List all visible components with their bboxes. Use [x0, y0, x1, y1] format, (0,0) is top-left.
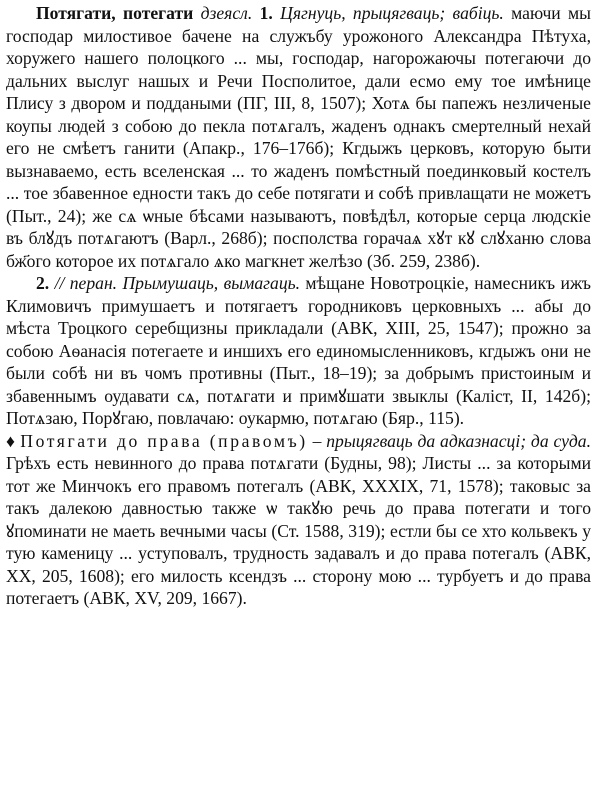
sense-definition-1: Цягнуць, прыцягваць; вабіць.: [280, 3, 504, 23]
diamond-icon: ♦: [6, 430, 16, 451]
headword: Потягати, потегати: [36, 3, 194, 23]
phrase-citations: Грѣхъ есть невинного до права потѧгати (Будны, 98); Листы ... за которыми тот же Минчокъ его правомъ потегалъ (АВК, XXXIX, 71, 1578); таковыс за такъ далекою давностью также ѡ такꙋю речь до права потегати и того ꙋпоминати не маеть вечными часы (Ст. 1588, 319); естли бы се хто кольвекъ у тую каменицу ... уступовалъ, трудность задавалъ и до права потегалъ (АВК, XX, 205, 1608); его милость ксендзъ ... сторону мою ... турбуетъ и до права потегаетъ (АВК, XV, 209, 1667).: [6, 453, 591, 608]
sense-citations-1: маючи мы господар милостивое бачене на служъбу урожоного Александра Пѣтуха, хоружего нашего полоцкого ... мы, господар, нагорожаючы потегаючи до дальних выслуг нашых и Речи Посполитое, дали есмо ему тое имѣнице Плису з двором и поддаными (ПГ, III, 8, 1507); Хотѧ бы папежъ незличеные коупы людей з собою до пекла потѧгалъ, жаденъ однакъ смертелный нехай его не смѣетъ ганити (Апакр., 176–176б); Кгдыжъ церковъ, которую быти вызнаваемо, есть вселенская ... то жаденъ помѣстный поединковый костелъ ... тое збавенное едности такъ до себе потягати и собѣ привлащати не можетъ (Пыт., 24); же сѧ ѡные бѣсами называютъ, повѣдѣл, которые серца людскіе въ блꙋдъ потѧгаютъ (Варл., 268б); посполства горачаѧ хꙋт кꙋ слꙋханю слова бж҃ого которое их потѧгало ѧко магкнет желѣзо (Зб. 259, 238б).: [6, 3, 591, 271]
sense-citations-2: мѣщане Новотроцкіе, намесникъ ижъ Климовичъ примушаетъ и потягаетъ городниковъ церковныхъ ... абы до мѣста Троцкого серебщизны прикладали (АВК, XIII, 25, 1547); прожно за собою Аѳанасія потегаете и иншихъ его единомысленниковъ, кгдыжъ они не были собѣ ни въ чомъ противны (Пыт., 18–19); за добрымъ пристоиным и збавеннымъ оудавати сѧ, потѧгати и примꙋшати звыклы (Каліст, II, 142б); Потѧзаю, Порꙋгаю, повлачаю: оукармю, потѧгаю (Бяр., 115).: [6, 273, 591, 428]
entry-sense-1: [6, 2, 591, 272]
phrase-dash: –: [307, 430, 327, 451]
phrase-headword: Потягати до права (правомъ): [20, 430, 308, 451]
sense-definition-2: // перан. Прымушаць, вымагаць.: [54, 273, 301, 293]
entry-sense-2: [6, 272, 591, 430]
sense-number-1: 1.: [259, 3, 273, 23]
sense-number-2: 2.: [36, 273, 50, 293]
entry-phrase: [6, 430, 591, 610]
phrase-definition: прыцягваць да адказнасці; да суда.: [326, 430, 591, 451]
part-of-speech: дзеясл.: [200, 3, 253, 23]
